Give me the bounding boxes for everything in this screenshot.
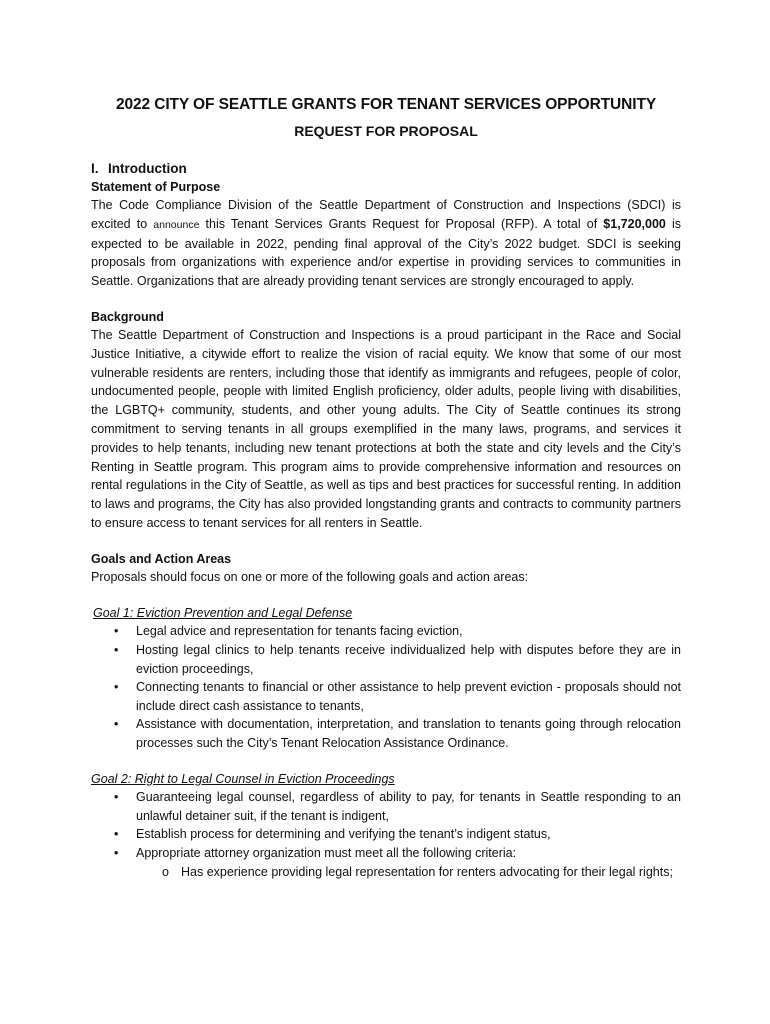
purpose-announce: announce — [153, 218, 200, 231]
background-paragraph: The Seattle Department of Construction and Inspections is a proud participant in the Race and Social Justice Initiative, a citywide effort to realize the vision of racial equity. We know that some of our most vulnerable residents are renters, including those that identify as immigrants and refugees, people of color, undocumented people, people with limited English proficiency, older adults, people living with disabilities, the LGBTQ+ community, students, and other young adults. The City of Seattle continues its strong commitment to serving tenants in all groups exemplified in the many laws, programs, and services it provides to help tenants, including new tenant protections at both the state and city levels and the City’s Renting in Seattle program. This program aims to provide comprehensive information and resources on rental regulations in the City of Seattle, as well as tips and best practices for successful renting. In addition to laws and programs, the City has also provided longstanding grants and contracts to community partners to ensure access to tenant services for all renters in Seattle. — [91, 327, 681, 530]
bullet-icon: • — [114, 680, 119, 695]
purpose-text-1: The Code Compliance Division of the Seattle Department of Construction and Inspections (SDCI) is excited to — [91, 198, 681, 231]
bullet-icon: • — [114, 624, 119, 639]
sub-bullet-icon: o — [162, 864, 169, 879]
purpose-heading: Statement of Purpose — [91, 180, 221, 194]
bullet-icon: • — [114, 642, 119, 657]
bullet-icon: • — [114, 717, 119, 732]
section-label: Introduction — [108, 161, 187, 176]
document-title: 2022 CITY OF SEATTLE GRANTS FOR TENANT SERVICES OPPORTUNITY — [115, 96, 657, 113]
grant-amount: $1,720,000 — [603, 216, 666, 231]
bullet-icon: • — [114, 827, 119, 842]
goal-2-title: Goal 2: Right to Legal Counsel in Eviction Proceedings — [91, 771, 395, 786]
purpose-text-2: this Tenant Services Grants Request for Proposal (RFP). A total of — [199, 216, 604, 231]
list-item: o Has experience providing legal representation for renters advocating for their legal rights; — [91, 863, 681, 882]
bullet-icon: • — [114, 846, 119, 861]
bullet-icon: • — [114, 790, 119, 805]
list-item: • Hosting legal clinics to help tenants receive individualized help with disputes before they are in eviction proceedings, — [114, 642, 681, 676]
list-item: • Appropriate attorney organization must meet all the following criteria: — [91, 844, 681, 863]
list-item: • Legal advice and representation for tenants facing eviction, — [91, 622, 681, 641]
document-subtitle: REQUEST FOR PROPOSAL — [294, 123, 478, 139]
section-heading-introduction — [91, 159, 681, 178]
goals-intro: Proposals should focus on one or more of the following goals and action areas: — [91, 569, 529, 584]
background-heading: Background — [91, 309, 164, 324]
goal-1-title: Goal 1: Eviction Prevention and Legal Defense — [93, 605, 353, 620]
list-item: • Connecting tenants to financial or other assistance to help prevent eviction - proposals should not include direct cash assistance to tenants, — [114, 680, 681, 713]
goal-1-list — [91, 622, 681, 752]
list-item: • Assistance with documentation, interpretation, and translation to tenants going through relocation processes such the City’s Tenant Relocation Assistance Ordinance. — [114, 717, 681, 750]
list-item: • Guaranteeing legal counsel, regardless of ability to pay, for tenants in Seattle responding to an unlawful detainer suit, if the tenant is indigent, — [114, 790, 681, 823]
list-item: • Establish process for determining and verifying the tenant’s indigent status, — [91, 825, 681, 844]
section-number: I. — [91, 161, 99, 176]
document-page — [91, 94, 681, 881]
purpose-text-3: is expected to be available in 2022, pending final approval of the City’s 2022 budget. SDCI is seeking proposals from organizations with experience and/or expertise in providing services to communities in Seattle. Organizations that are already providing tenant services are strongly encouraged to apply. — [91, 216, 682, 289]
goal-2-list — [91, 788, 681, 862]
goals-heading: Goals and Action Areas — [91, 551, 232, 566]
goal-2-criteria-list — [91, 863, 681, 882]
purpose-paragraph — [91, 196, 681, 291]
